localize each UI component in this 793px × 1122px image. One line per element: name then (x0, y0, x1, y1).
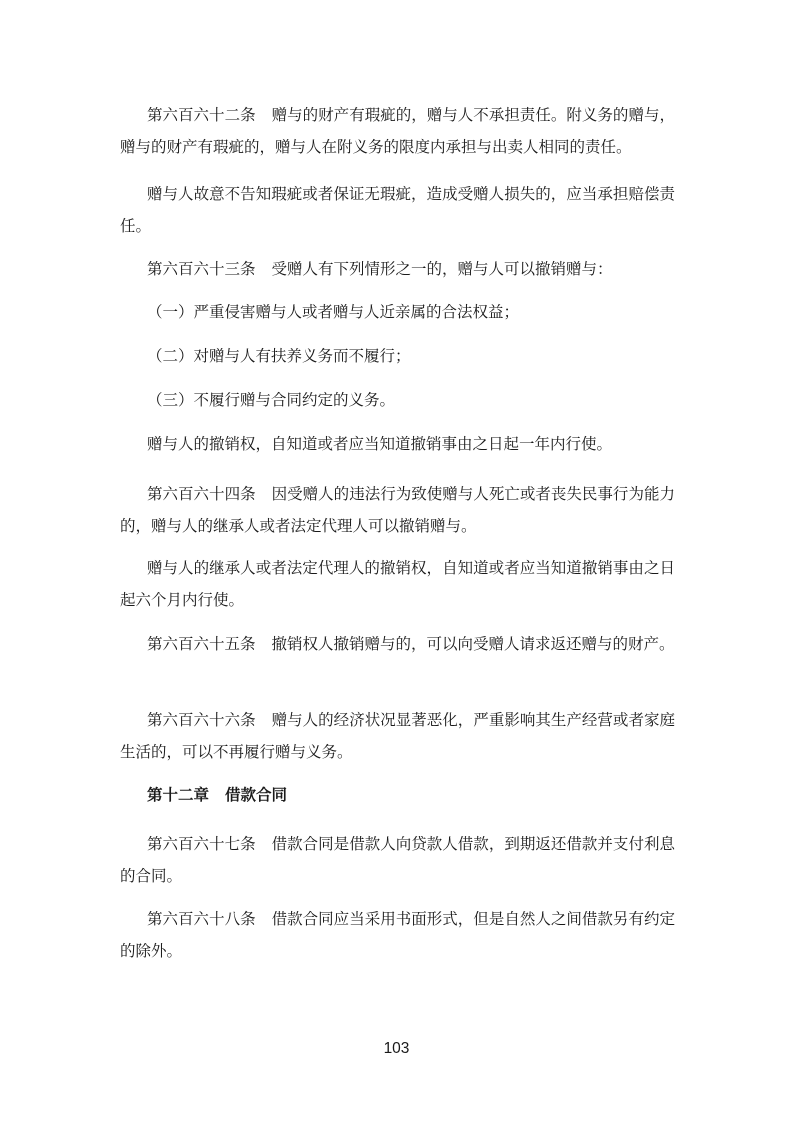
article-text: 因受赠人的违法行为致使赠与人死亡或者丧失民事行为能力的，赠与人的继承人或者法定代理人可以撤销赠与。 (120, 485, 675, 535)
list-item-663-3 (120, 384, 675, 416)
list-item-text: （三）不履行赠与合同约定的义务。 (147, 391, 396, 409)
paragraph-text: 赠与人的继承人或者法定代理人的撤销权，自知道或者应当知道撤销事由之日起六个月内行使。 (120, 559, 675, 609)
paragraph-article-667 (120, 828, 675, 892)
paragraph-article-664 (120, 478, 675, 542)
paragraph-text: 赠与人的撤销权，自知道或者应当知道撤销事由之日起一年内行使。 (147, 435, 613, 453)
paragraph-664-clause-2 (120, 552, 675, 616)
article-number: 第六百六十五条 (147, 635, 256, 653)
paragraph-article-665 (120, 628, 675, 660)
article-number: 第六百六十七条 (147, 835, 256, 853)
paragraph-article-662 (120, 99, 675, 163)
paragraph-663-revocation-period (120, 428, 675, 460)
article-number: 第六百六十三条 (147, 260, 256, 278)
paragraph-article-666 (120, 704, 675, 768)
article-number: 第六百六十二条 (147, 106, 256, 124)
article-text: 赠与的财产有瑕疵的，赠与人不承担责任。附义务的赠与，赠与的财产有瑕疵的，赠与人在附义务的限度内承担与出卖人相同的责任。 (120, 106, 675, 156)
paragraph-662-clause-2 (120, 178, 675, 242)
paragraph-article-663 (120, 253, 675, 285)
list-item-text: （一）严重侵害赠与人或者赠与人近亲属的合法权益； (147, 303, 520, 321)
chapter-number: 第十二章 (147, 786, 210, 804)
list-item-663-1 (120, 296, 675, 328)
article-text: 赠与人的经济状况显著恶化，严重影响其生产经营或者家庭生活的，可以不再履行赠与义务。 (120, 711, 675, 761)
article-text: 借款合同应当采用书面形式，但是自然人之间借款另有约定的除外。 (120, 910, 675, 960)
article-number: 第六百六十四条 (147, 485, 256, 503)
list-item-text: （二）对赠与人有扶养义务而不履行； (147, 347, 411, 365)
article-number: 第六百六十六条 (147, 711, 256, 729)
article-text: 撤销权人撤销赠与的，可以向受赠人请求返还赠与的财产。 (271, 635, 675, 653)
article-text: 受赠人有下列情形之一的，赠与人可以撤销赠与： (271, 260, 613, 278)
paragraph-article-668 (120, 903, 675, 967)
article-text: 借款合同是借款人向贷款人借款，到期返还借款并支付利息的合同。 (120, 835, 675, 885)
chapter-title: 借款合同 (225, 786, 288, 804)
article-number: 第六百六十八条 (147, 910, 256, 928)
chapter-heading (147, 779, 287, 811)
page-number: 103 (383, 1040, 410, 1057)
list-item-663-2 (120, 340, 675, 372)
paragraph-text: 赠与人故意不告知瑕疵或者保证无瑕疵，造成受赠人损失的，应当承担赔偿责任。 (120, 185, 675, 235)
